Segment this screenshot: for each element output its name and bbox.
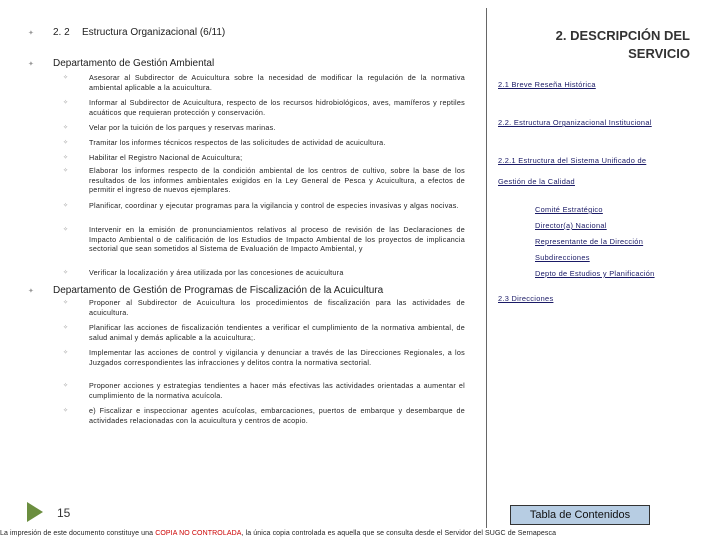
list-item-text: Planificar las acciones de fiscalización tendientes a verificar el cumplimiento de la normativa ambiental, de salud animal y demás aplicable a la acuicultura;. (89, 323, 465, 342)
arrow-right-icon (27, 502, 43, 522)
link-estructura-sugc[interactable]: 2.2.1 Estructura del Sistema Unificado de (498, 156, 647, 165)
link-director-nacional[interactable]: Director(a) Nacional (535, 221, 607, 230)
list-item-text: Elaborar los informes respecto de la condición ambiental de los centros de cultivo, sobre la base de los resultados de los informes ambientales exigidos en la Ley General de Pesca y Acuicultura, a efectos de permitir el ingreso de nuevos ejemplares. (89, 166, 465, 195)
sub-bullet-icon: ✧ (63, 383, 69, 389)
link-comite-estrategico[interactable]: Comité Estratégico (535, 205, 603, 214)
page-number: 15 (57, 506, 71, 520)
footer-text-after: , la única copia controlada es aquella que se consulta desde el Servidor del SUGC de Sernapesca (241, 530, 557, 537)
link-depto-estudios[interactable]: Depto de Estudios y Planificación (535, 269, 655, 278)
link-representante-direccion[interactable]: Representante de la Dirección (535, 237, 644, 246)
list-item-text: Asesorar al Subdirector de Acuicultura sobre la necesidad de modificar la regulación de la normativa ambiental aplicable a la acuicultura. (89, 73, 465, 92)
sub-bullet-icon: ✧ (63, 100, 69, 106)
sub-bullet-icon: ✧ (63, 203, 69, 209)
list-item-text: Intervenir en la emisión de pronunciamientos relativos al proceso de revisión de las Declaraciones de Impacto Ambiental o de calificación de los Estudios de Impacto Ambiental de los proyectos de implicancia sectorial que sean sometidos al Sistema de Evaluación de Impacto Ambiental, y (89, 225, 465, 254)
link-gestion-calidad[interactable]: Gestión de la Calidad (498, 177, 575, 186)
link-resena-historica[interactable]: 2.1 Breve Reseña Histórica (498, 80, 596, 89)
dept-title-gestion-ambiental: Departamento de Gestión Ambiental (53, 58, 215, 69)
dept-bullet-icon: ✦ (28, 61, 34, 68)
service-title-line1: 2. DESCRIPCIÓN DEL (555, 28, 690, 43)
sub-bullet-icon: ✧ (63, 300, 69, 306)
list-item-text: Tramitar los informes técnicos respectos de las solicitudes de actividad de acuicultura. (89, 138, 386, 147)
service-title (520, 27, 690, 63)
sub-bullet-icon: ✧ (63, 350, 69, 356)
sub-bullet-icon: ✧ (63, 155, 69, 161)
sub-bullet-icon: ✧ (63, 325, 69, 331)
heading-bullet-icon: ✦ (28, 30, 34, 37)
dept-title-fiscalizacion: Departamento de Gestión de Programas de Fiscalización de la Acuicultura (53, 285, 384, 296)
sub-bullet-icon: ✧ (63, 168, 69, 174)
link-estructura-organizacional[interactable]: 2.2. Estructura Organizacional Institucional (498, 118, 652, 127)
link-direcciones[interactable]: 2.3 Direcciones (498, 294, 554, 303)
footer-uncontrolled-copy: COPIA NO CONTROLADA (155, 530, 242, 537)
footer-notice (0, 530, 720, 537)
section-number: 2. 2 (53, 27, 70, 38)
link-subdirecciones[interactable]: Subdirecciones (535, 253, 590, 262)
service-title-line2: SERVICIO (628, 46, 690, 61)
footer-text-before: La impresión de este documento constituye una (0, 530, 156, 537)
dept-bullet-icon: ✦ (28, 288, 34, 295)
list-item-text: Implementar las acciones de control y vigilancia y denunciar a través de las Direcciones Regionales, a los Juzgados correspondientes las infracciones y delitos contra la normativa sectorial. (89, 348, 465, 367)
list-item-text: Velar por la tuición de los parques y reservas marinas. (89, 123, 276, 132)
list-item-text: Informar al Subdirector de Acuicultura, respecto de los recursos hidrobiológicos, aves, mamíferos y reptiles acuáticos que requieran protección y conservación. (89, 98, 465, 117)
sub-bullet-icon: ✧ (63, 227, 69, 233)
list-item-text: Planificar, coordinar y ejecutar programas para la vigilancia y control de especies invasivas y algas nocivas. (89, 201, 459, 210)
toc-button[interactable]: Tabla de Contenidos (510, 505, 650, 525)
sub-bullet-icon: ✧ (63, 408, 69, 414)
list-item-text: e) Fiscalizar e inspeccionar agentes acuícolas, embarcaciones, puertos de embarque y desembarque de actividades relacionadas con la acuicultura y centros de acopio. (89, 406, 465, 425)
list-item-text: Habilitar el Registro Nacional de Acuicultura; (89, 153, 243, 162)
sub-bullet-icon: ✧ (63, 270, 69, 276)
sub-bullet-icon: ✧ (63, 125, 69, 131)
list-item-text: Proponer al Subdirector de Acuicultura los procedimientos de fiscalización para las actividades de acuicultura. (89, 298, 465, 317)
vertical-divider (486, 8, 487, 528)
section-title: Estructura Organizacional (6/11) (82, 27, 226, 38)
sub-bullet-icon: ✧ (63, 140, 69, 146)
sub-bullet-icon: ✧ (63, 75, 69, 81)
list-item-text: Verificar la localización y área utilizada por las concesiones de acuicultura (89, 268, 344, 277)
list-item-text: Proponer acciones y estrategias tendientes a hacer más efectivas las actividades orientadas a aumentar el cumplimiento de la normativa acuícola. (89, 381, 465, 400)
